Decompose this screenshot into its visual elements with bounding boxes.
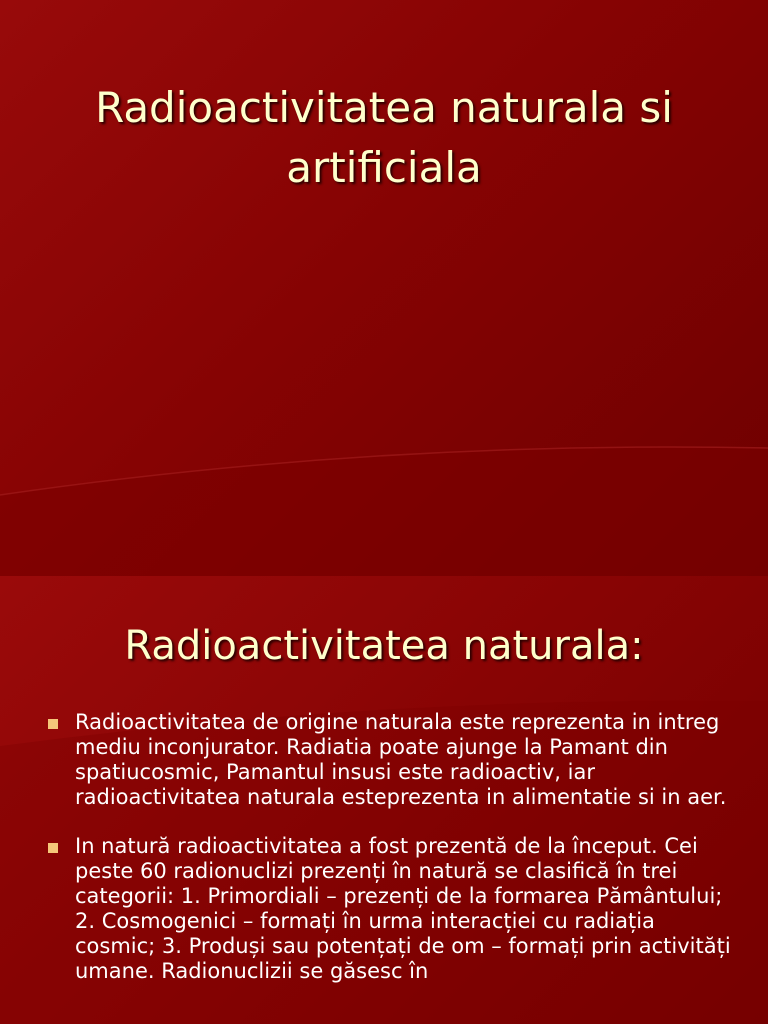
bullet-item xyxy=(46,710,736,810)
slide-1-title: Radioactivitatea naturala si artificiala xyxy=(95,83,673,192)
square-bullet-icon xyxy=(48,719,58,729)
slide-2-title: Radioactivitatea naturala: xyxy=(124,623,644,669)
bullet-item xyxy=(46,834,736,984)
bullet-text: In natură radioactivitatea a fost prezentă de la început. Cei peste 60 radionuclizi prezenți în natură se clasifică în trei categorii: 1. Primordiali – prezenți de la formarea Pământului; 2. Cosmogenici – formați în urma interacției cu radiația cosmic; 3. Produși sau potențați de om – formați prin activități umane. Radionuclizii se găsesc în xyxy=(75,834,731,983)
bullet-list xyxy=(46,710,736,1008)
bullet-text: Radioactivitatea de origine naturala este reprezenta in intreg mediu inconjurator. Radiatia poate ajunge la Pamant din spatiucosmic, Pamantul insusi este radioactiv, iar radioactivitatea naturala esteprezenta in alimentatie si in aer. xyxy=(75,710,727,809)
square-bullet-icon xyxy=(48,843,58,853)
slide-2 xyxy=(0,576,768,1024)
